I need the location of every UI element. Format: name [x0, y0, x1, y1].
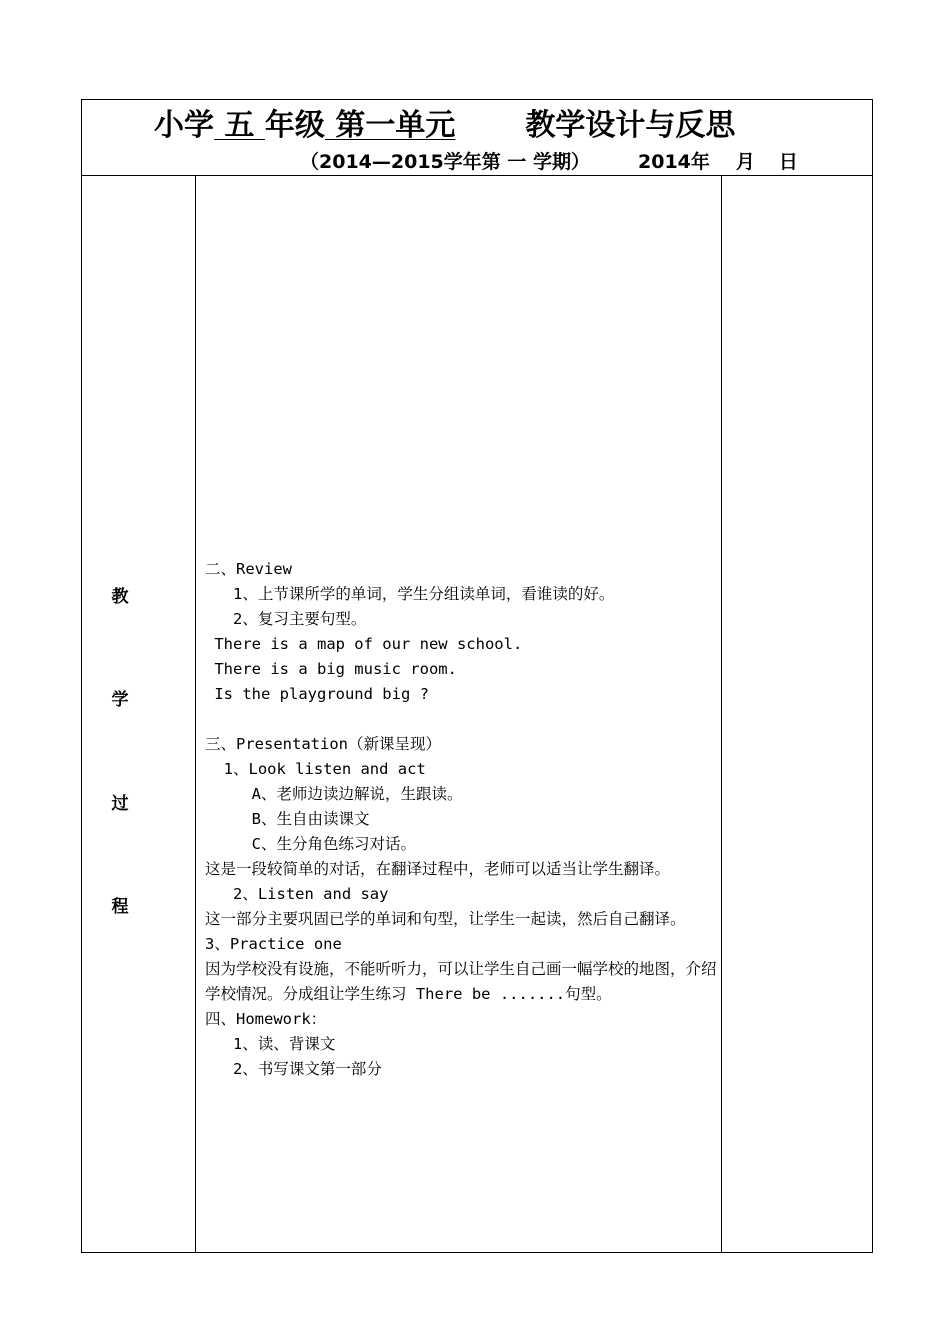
- year-range: （2014—2015学年第 一 学期）: [300, 151, 590, 173]
- text-line: 2、复习主要句型。: [205, 610, 367, 628]
- text-line: 2、Listen and say: [205, 885, 389, 903]
- title-unit: [325, 108, 525, 143]
- text-line: 1、读、背课文: [205, 1035, 336, 1053]
- date-day: 日: [778, 151, 798, 173]
- text-line: 2、书写课文第一部分: [205, 1060, 382, 1078]
- title-prefix: 小学: [154, 108, 214, 143]
- page-title: [154, 106, 735, 146]
- text-line: C、生分角色练习对话。: [205, 835, 416, 853]
- table-header: [82, 100, 872, 176]
- text-paragraph: 这是一段较简单的对话，在翻译过程中，老师可以适当让学生翻译。: [205, 860, 671, 878]
- section-label-char: 过: [111, 794, 129, 814]
- text-line: 三、Presentation（新课呈现）: [205, 735, 441, 753]
- title-grade: 五: [214, 108, 265, 143]
- text-line: There is a big music room.: [205, 660, 457, 678]
- reflection-column: [722, 176, 872, 1252]
- section-label-char: 教: [111, 587, 129, 607]
- section-label-char: 学: [111, 690, 129, 710]
- text-line: A、老师边读边解说，生跟读。: [205, 785, 463, 803]
- text-line: There is a map of our new school.: [205, 635, 523, 653]
- section-label-char: 程: [111, 897, 129, 917]
- text-paragraph: 这一部分主要巩固已学的单词和句型，让学生一起读，然后自己翻译。: [205, 910, 686, 928]
- date-year: 2014年: [638, 151, 710, 173]
- lesson-body: [205, 557, 717, 1082]
- title-grade-suffix: 年级: [264, 108, 325, 143]
- text-paragraph: 因为学校没有设施，不能听听力，可以让学生自己画一幅学校的地图，介绍学校情况。分成组让学生练习 There be .......句型。: [205, 960, 717, 1003]
- teaching-process-content: [196, 176, 722, 1252]
- term-date-line: [300, 150, 798, 174]
- text-line: B、生自由读课文: [205, 810, 370, 828]
- text-line: 1、上节课所学的单词，学生分组读单词，看谁读的好。: [205, 585, 615, 603]
- date-month: 月: [735, 151, 755, 173]
- text-line: 3、Practice one: [205, 935, 342, 953]
- blank-line: [205, 707, 717, 732]
- section-label-column: [82, 176, 196, 1252]
- text-line: 1、Look listen and act: [205, 760, 426, 778]
- title-suffix: 教学设计与反思: [525, 108, 736, 143]
- text-line: Is the playground big ?: [205, 685, 429, 703]
- lesson-plan-table: [81, 99, 873, 1253]
- title-unit-text: 第一单元: [324, 108, 456, 143]
- text-line: 四、Homework：: [205, 1010, 327, 1028]
- text-line: 二、Review: [205, 560, 292, 578]
